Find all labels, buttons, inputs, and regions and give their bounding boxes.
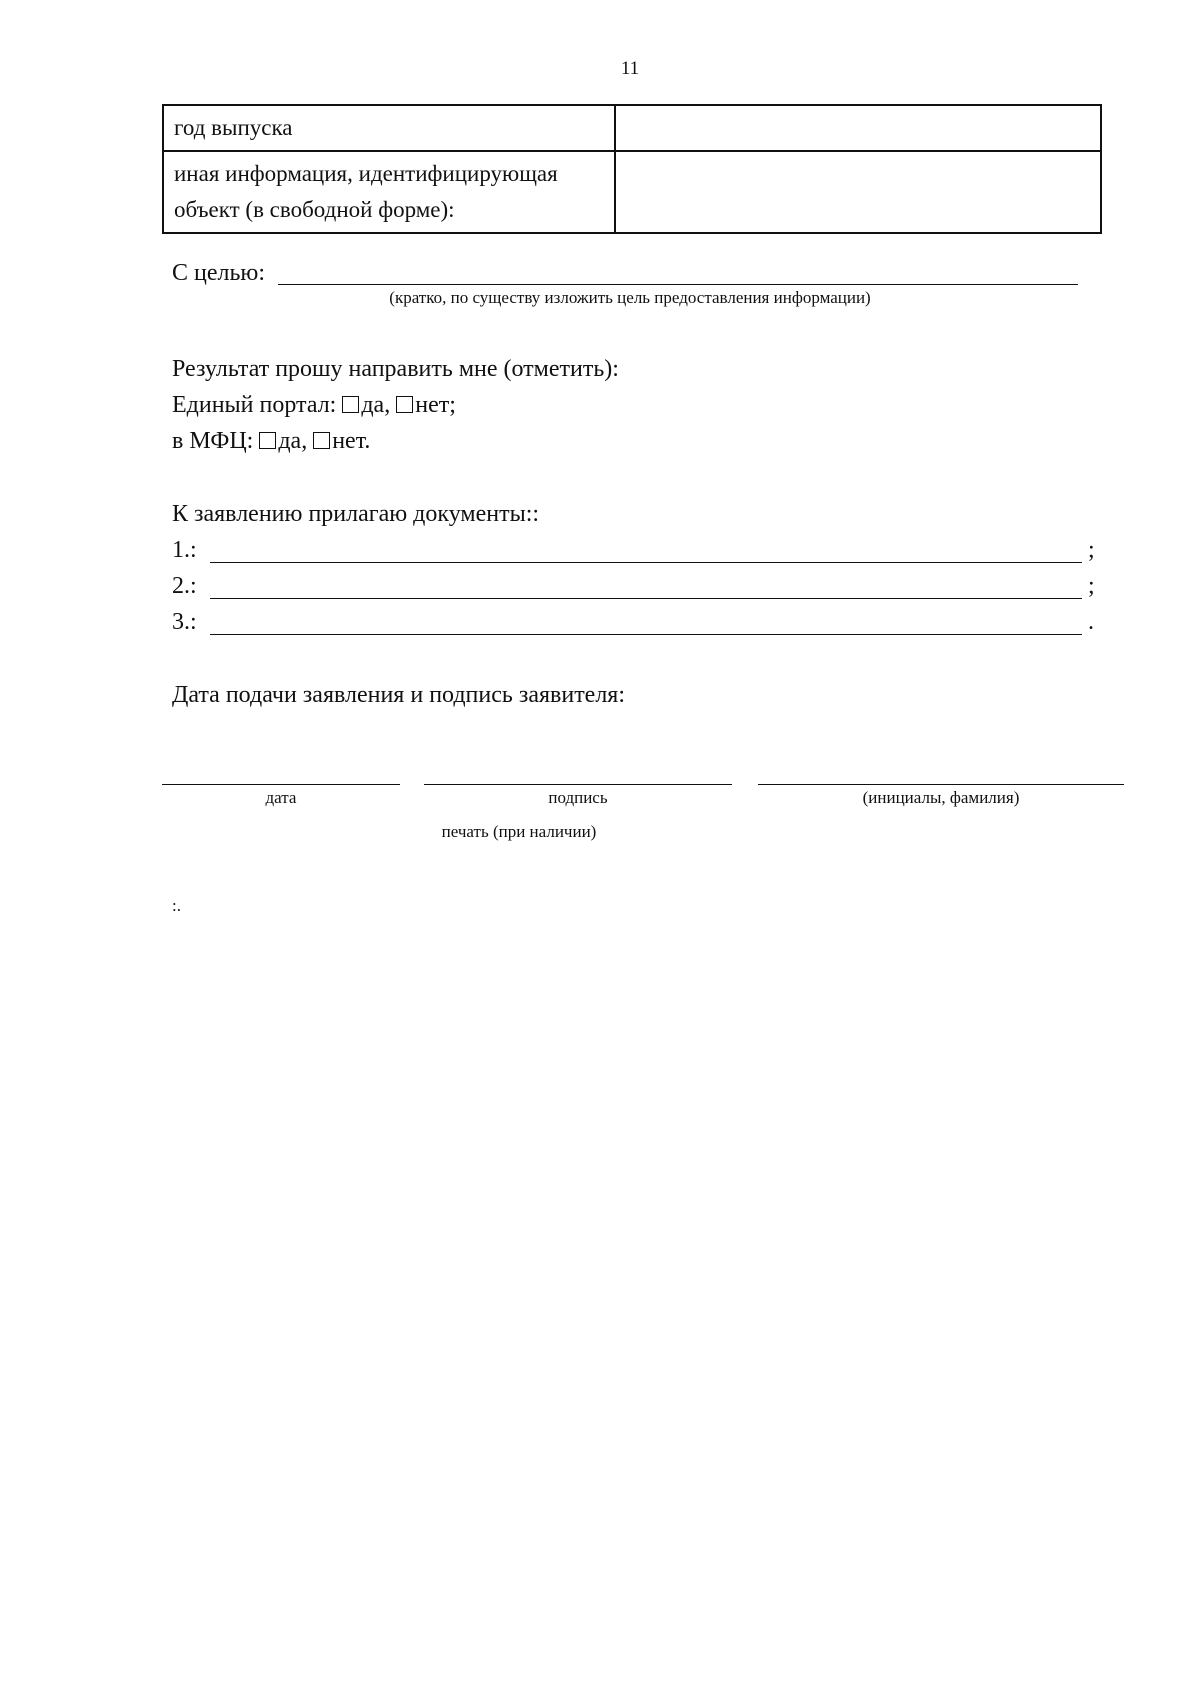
portal-yes-checkbox[interactable] bbox=[342, 396, 359, 413]
footer-mark: :. bbox=[172, 896, 181, 915]
portal-yes-label: да, bbox=[361, 392, 391, 418]
table-row bbox=[163, 151, 1101, 233]
signature-input-line[interactable] bbox=[424, 784, 732, 785]
portal-no-label: нет; bbox=[415, 392, 456, 418]
attachment-end-mark: ; bbox=[1088, 537, 1095, 563]
stamp-caption: печать (при наличии) bbox=[441, 822, 597, 841]
attachment-number: 1.: bbox=[172, 537, 197, 563]
attachment-input-line[interactable] bbox=[210, 562, 1082, 563]
object-info-table bbox=[162, 104, 1102, 234]
mfc-yes-label: да, bbox=[278, 428, 308, 454]
mfc-no-label: нет. bbox=[332, 428, 371, 454]
mfc-yes-checkbox[interactable] bbox=[259, 432, 276, 449]
table-row bbox=[163, 105, 1101, 151]
mfc-label: в МФЦ: bbox=[172, 428, 254, 454]
name-input-line[interactable] bbox=[758, 784, 1124, 785]
attachment-number: 2.: bbox=[172, 573, 197, 599]
signature-caption: подпись bbox=[548, 788, 608, 807]
signature-heading: Дата подачи заявления и подпись заявителя: bbox=[172, 682, 626, 708]
mfc-no-checkbox[interactable] bbox=[313, 432, 330, 449]
attachment-number: 3.: bbox=[172, 609, 197, 635]
table-cell-label: иная информация, идентифицирующая объект (в свободной форме): bbox=[163, 151, 615, 233]
purpose-hint: (кратко, по существу изложить цель предоставления информации) bbox=[389, 288, 871, 307]
table-cell-value[interactable] bbox=[615, 151, 1101, 233]
purpose-input-line[interactable] bbox=[278, 284, 1078, 285]
result-heading: Результат прошу направить мне (отметить): bbox=[172, 356, 619, 382]
date-caption: дата bbox=[265, 788, 297, 807]
purpose-label: С целью: bbox=[172, 260, 266, 286]
attachments-heading: К заявлению прилагаю документы:: bbox=[172, 501, 540, 527]
attachment-end-mark: . bbox=[1088, 609, 1094, 635]
attachment-input-line[interactable] bbox=[210, 634, 1082, 635]
portal-no-checkbox[interactable] bbox=[396, 396, 413, 413]
mfc-option-row bbox=[172, 428, 370, 455]
portal-option-row bbox=[172, 392, 456, 419]
attachment-input-line[interactable] bbox=[210, 598, 1082, 599]
page-number: 11 bbox=[620, 58, 640, 79]
portal-label: Единый портал: bbox=[172, 392, 337, 418]
date-input-line[interactable] bbox=[162, 784, 400, 785]
table-cell-value[interactable] bbox=[615, 105, 1101, 151]
table-cell-label: год выпуска bbox=[163, 105, 615, 151]
attachment-end-mark: ; bbox=[1088, 573, 1095, 599]
name-caption: (инициалы, фамилия) bbox=[862, 788, 1020, 807]
